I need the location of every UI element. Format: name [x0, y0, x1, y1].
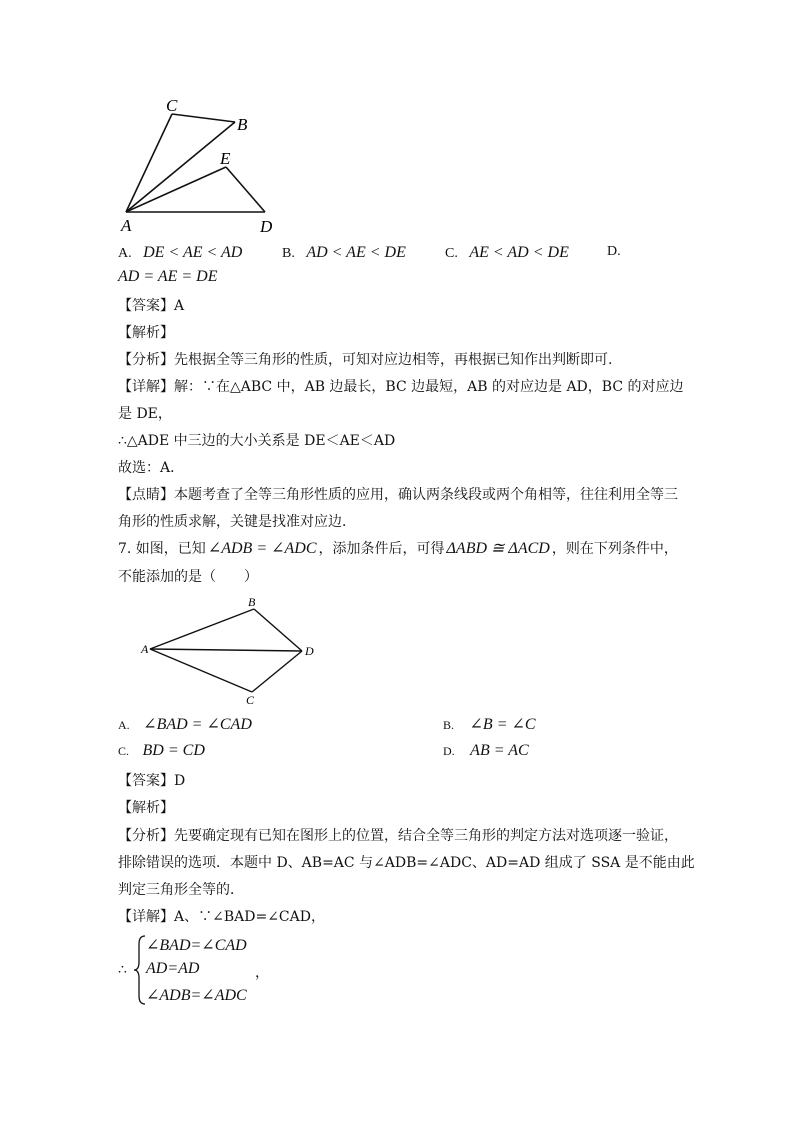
option-expr: AE < AD < DE	[469, 244, 569, 261]
system-line-3: ∠ADB=∠ADC	[146, 987, 247, 1004]
segment-ed	[226, 167, 265, 212]
q7-option-a	[118, 714, 252, 734]
q7-xiangjie-line-1	[118, 906, 325, 926]
dianjing-tag: 【点睛】	[118, 487, 174, 503]
option-letter: A.	[118, 246, 132, 261]
q6-xiangjie-line-2: 是 DE，	[118, 406, 172, 422]
q6-analysis-header: 【解析】	[118, 325, 174, 341]
option-letter: C.	[118, 744, 130, 758]
stem-given: ∠ADB = ∠ADC	[207, 540, 317, 557]
option-expr: ∠B = ∠C	[469, 716, 536, 733]
answer-value: A	[174, 298, 185, 314]
stem-prefix: 7. 如图，已知	[118, 541, 206, 557]
fenxi-text: 先根据全等三角形的性质，可知对应边相等，再根据已知作出判断即可.	[174, 352, 613, 368]
segment-ac	[126, 114, 172, 212]
segment-ab	[150, 609, 254, 649]
stem-congruence: ΔABD ≅ ΔACD	[446, 540, 550, 557]
q7-fenxi-line-2: 排除错误的选项．本题中 D、AB=AC 与∠ADB=∠ADC、AD=AD 组成了 SSA 是不能由此	[118, 855, 695, 871]
q6-option-c	[445, 244, 569, 262]
option-expr: AD < AE < DE	[306, 244, 406, 261]
option-letter: D.	[607, 244, 621, 259]
xiangjie-tag: 【详解】	[118, 379, 174, 395]
label-a: A	[121, 216, 132, 235]
option-expr: DE < AE < AD	[143, 244, 243, 261]
segment-ac	[150, 649, 252, 692]
label-d: D	[260, 217, 273, 236]
label-b: B	[237, 115, 248, 134]
q6-answer-line	[118, 295, 184, 315]
label-a: A	[141, 642, 149, 656]
q6-option-a	[118, 244, 242, 262]
option-letter: B.	[443, 718, 455, 732]
label-b: B	[248, 595, 256, 609]
q6-fenxi-line	[118, 349, 612, 369]
answer-tag: 【答案】	[118, 298, 174, 314]
answer-tag: 【答案】	[118, 773, 174, 789]
q7-answer-line	[118, 770, 185, 790]
q7-option-d	[443, 742, 529, 760]
q7-therefore-symbol: ∴	[118, 962, 127, 978]
option-letter: A.	[118, 718, 130, 732]
q6-dianjing-line-2: 角形的性质求解，关键是找准对应边．	[118, 514, 356, 530]
figure-2-kite	[138, 594, 328, 709]
option-expr: BD = CD	[142, 742, 205, 759]
left-brace-icon	[133, 934, 147, 1006]
q7-analysis-header: 【解析】	[118, 800, 174, 816]
system-comma: ，	[255, 965, 269, 981]
dianjing-text: 本题考查了全等三角形性质的应用，确认两条线段或两个角相等，往往利用全等三	[174, 487, 678, 503]
system-line-2: AD=AD	[146, 960, 200, 977]
fenxi-tag: 【分析】	[118, 352, 174, 368]
q6-dianjing-line-1	[118, 484, 678, 504]
stem-suffix: ，则在下列条件中，	[551, 541, 678, 557]
label-c: C	[166, 96, 178, 115]
q7-fenxi-line-1	[118, 825, 678, 845]
option-expr: ∠BAD = ∠CAD	[143, 716, 252, 733]
q6-xiangjie-line-3: ∴△ADE 中三边的大小关系是 DE＜AE＜AD	[118, 433, 396, 449]
segment-bd	[254, 609, 302, 651]
q6-option-d	[607, 244, 621, 260]
option-expr: AB = AC	[470, 742, 529, 759]
segment-cb	[172, 114, 235, 122]
q7-option-c	[118, 742, 205, 760]
option-letter: C.	[445, 246, 458, 261]
q7-option-b	[443, 714, 536, 734]
figure-1-triangles	[110, 92, 300, 237]
stem-mid: ，添加条件后，可得	[318, 541, 445, 557]
label-e: E	[220, 149, 231, 168]
q7-stem-line-1	[118, 538, 678, 558]
q6-xiangjie-line-1	[118, 376, 684, 396]
segment-ab	[126, 122, 235, 212]
q7-stem-line-2: 不能添加的是（ ）	[118, 569, 258, 585]
xiangjie-text: A、∵∠BAD=∠CAD，	[174, 909, 325, 925]
fenxi-tag: 【分析】	[118, 828, 174, 844]
fenxi-text: 先要确定现有已知在图形上的位置，结合全等三角形的判定方法对选项逐一验证，	[174, 828, 678, 844]
q6-choice-line: 故选：A．	[118, 460, 185, 476]
q6-option-b	[282, 244, 406, 262]
option-letter: D.	[443, 744, 455, 758]
system-line-1: ∠BAD=∠CAD	[146, 937, 247, 954]
q6-option-d-expr: AD = AE = DE	[118, 268, 218, 285]
label-c: C	[246, 693, 255, 707]
q7-fenxi-line-3: 判定三角形全等的．	[118, 882, 244, 898]
label-d: D	[305, 644, 314, 658]
answer-value: D	[174, 773, 186, 789]
xiangjie-tag: 【详解】	[118, 909, 174, 925]
option-letter: B.	[282, 246, 295, 261]
segment-ae	[126, 167, 226, 212]
segment-cd	[252, 651, 302, 692]
segment-ad	[150, 649, 302, 651]
xiangjie-text: 解：∵在△ABC 中，AB 边最长，BC 边最短，AB 的对应边是 AD，BC 的对应边	[174, 379, 684, 395]
